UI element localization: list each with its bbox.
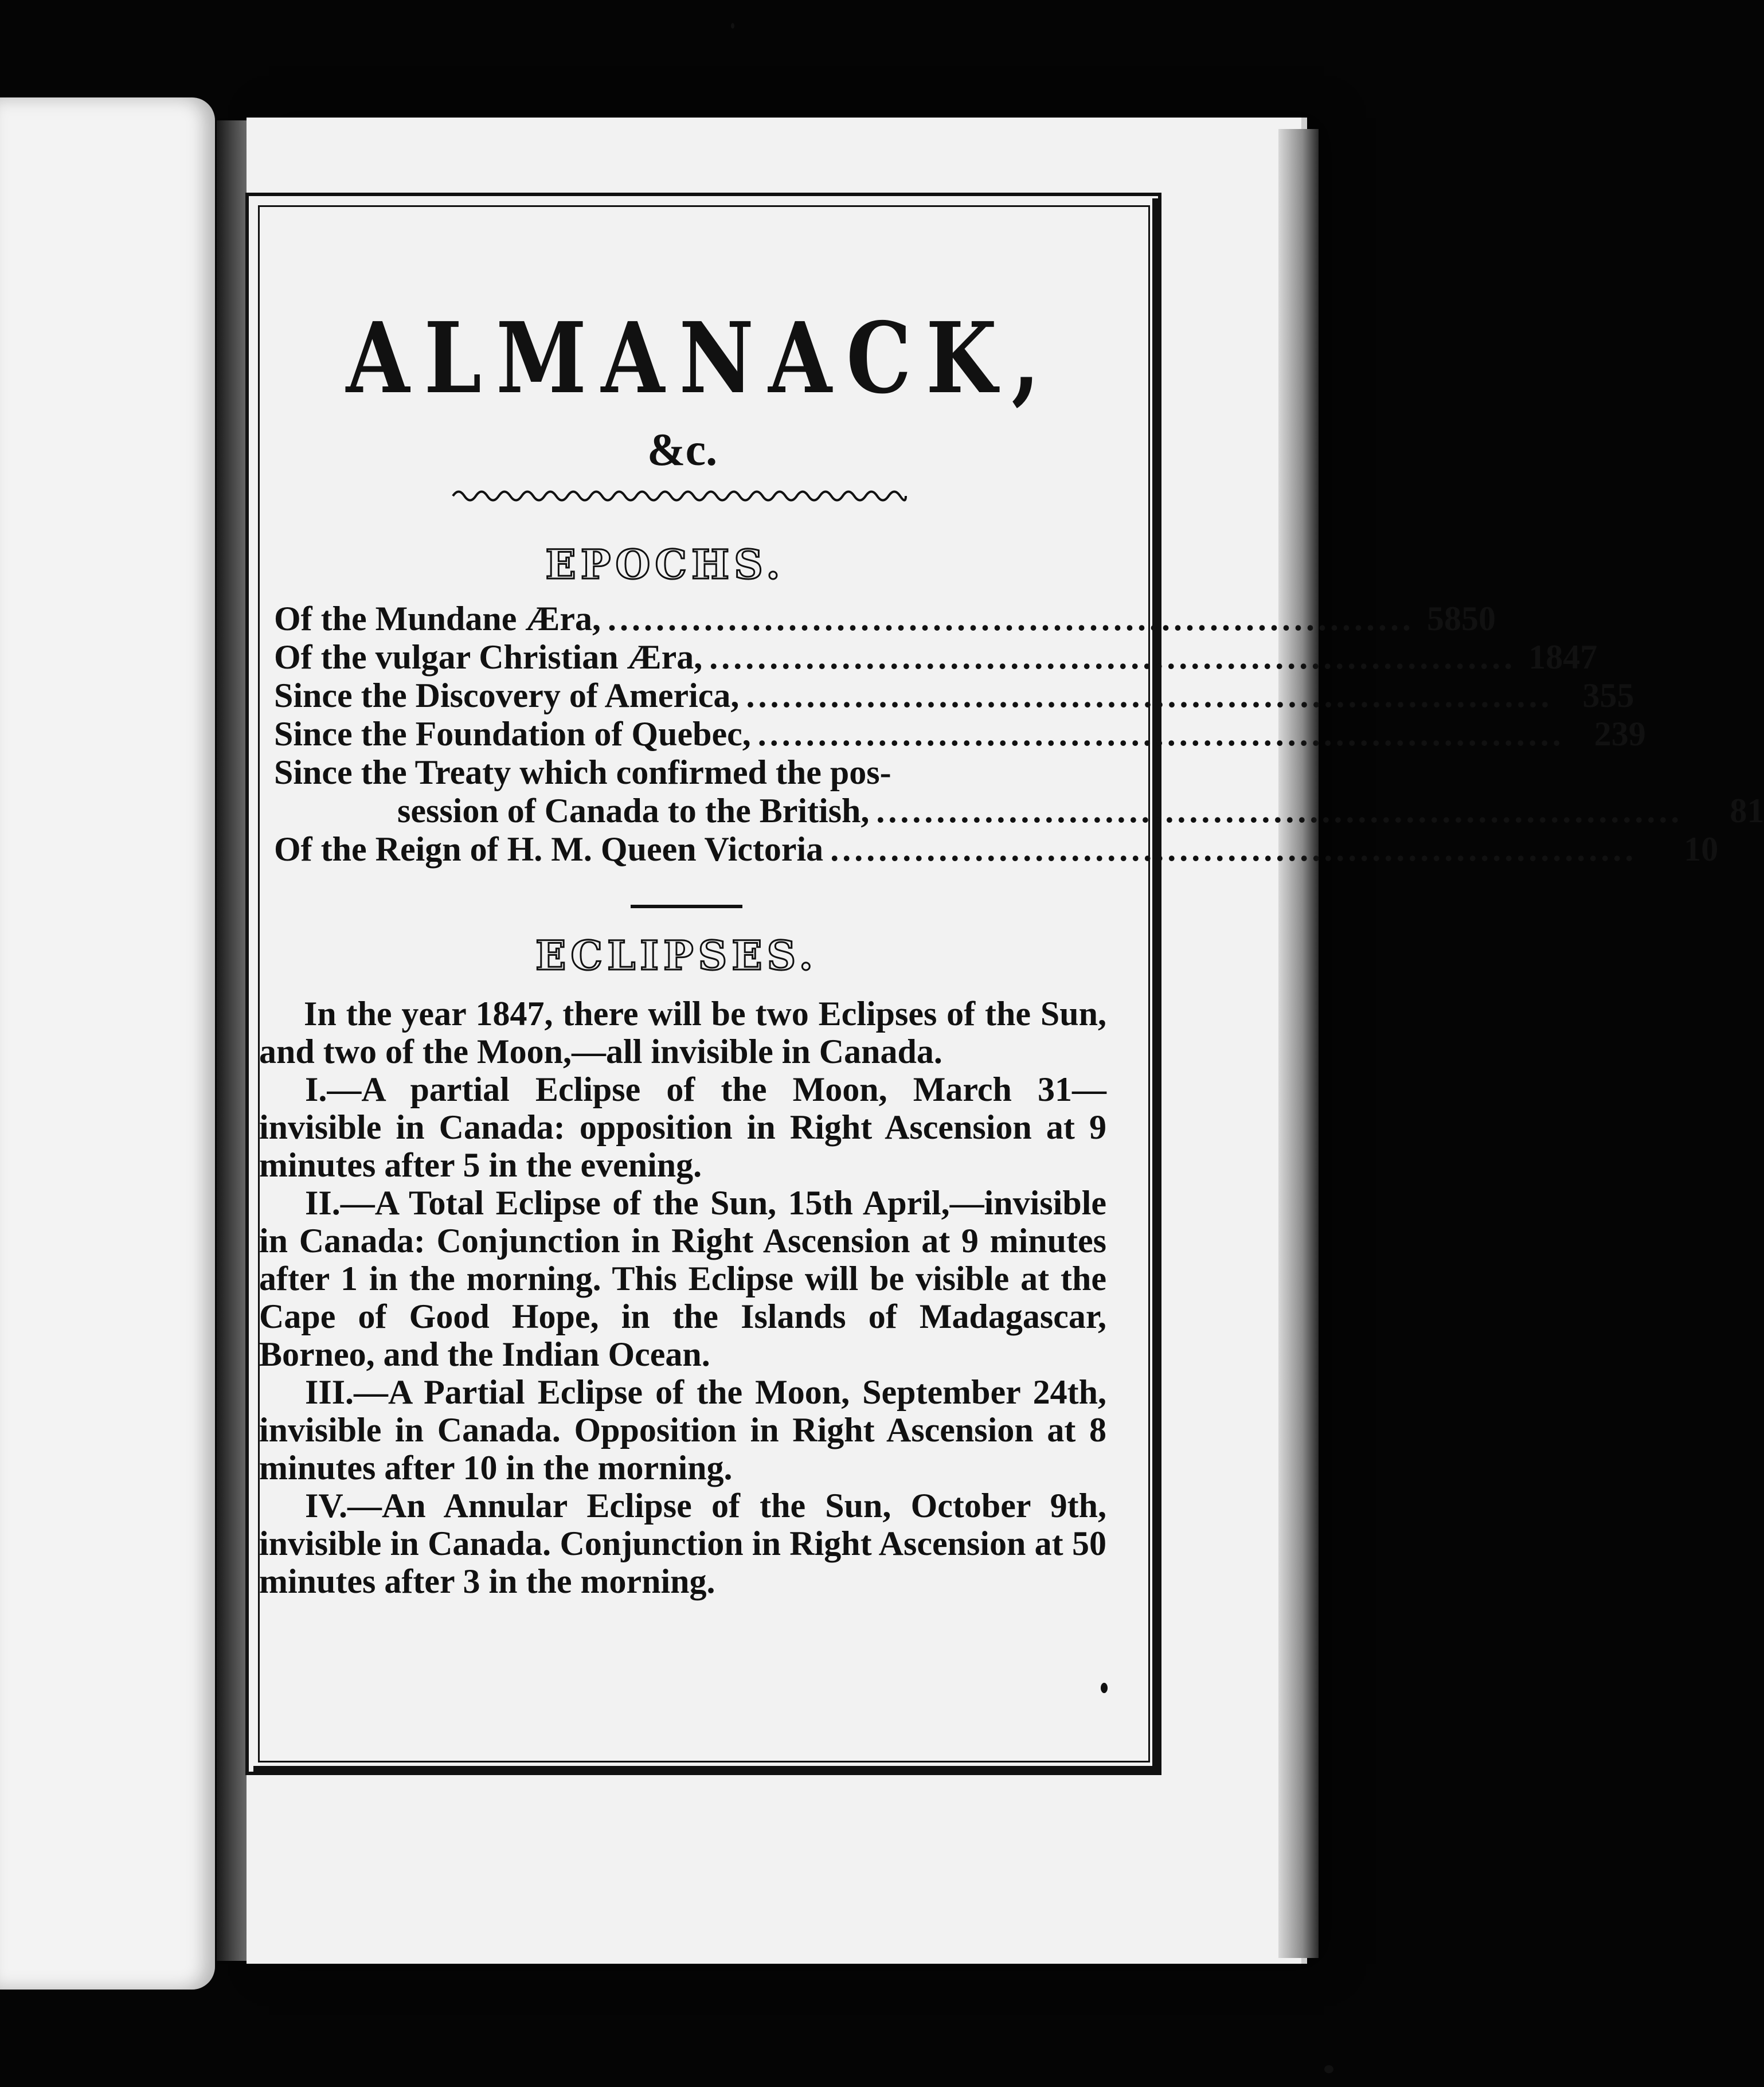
epoch-label: Since the Discovery of America, <box>274 677 740 714</box>
epoch-value: 1847 <box>1528 638 1598 676</box>
page-edge <box>1278 129 1319 1958</box>
epoch-value: 10 <box>1684 830 1719 868</box>
wavy-ornament-rule <box>453 487 906 505</box>
leader-dots: ................................................................... <box>709 638 1516 676</box>
epoch-row-victoria <box>274 830 1719 869</box>
leader-dots: ................................................................... <box>608 600 1414 638</box>
epoch-row-america <box>274 677 1634 715</box>
epoch-value: 355 <box>1582 677 1634 714</box>
epoch-row-mundane <box>274 600 1496 638</box>
epoch-row-treaty <box>274 753 1124 792</box>
eclipses-heading-text: ECLIPSES. <box>535 932 818 979</box>
ink-speck <box>1101 1683 1108 1693</box>
eclipse-paragraph-3: III.—A Partial Eclipse of the Moon, September 24th, invisible in Canada. Opposition in Right Ascension at 8 minutes after 10 in the morning. <box>259 1373 1106 1487</box>
eclipses-body <box>259 995 1106 1600</box>
epoch-label: Since the Foundation of Quebec, <box>274 715 751 753</box>
epoch-value: 239 <box>1594 715 1646 753</box>
epoch-value: 5850 <box>1427 600 1496 638</box>
epochs-heading <box>499 541 831 588</box>
epoch-label-continuation: session of Canada to the British, <box>397 792 870 830</box>
ink-speck <box>731 23 734 29</box>
epoch-row-treaty-continued <box>274 792 1764 830</box>
epoch-value: 81 <box>1730 792 1764 830</box>
epochs-heading-text: EPOCHS. <box>545 541 785 588</box>
leader-dots: ................................................................... <box>830 830 1637 868</box>
epoch-label: Since the Treaty which confirmed the pos- <box>274 753 891 791</box>
ink-speck <box>1324 2065 1333 2073</box>
epoch-row-christian <box>274 638 1598 677</box>
page-title: ALMANACK, <box>346 301 1055 416</box>
eclipse-paragraph-1: I.—A partial Eclipse of the Moon, March 31—invisible in Canada: opposition in Right Ascension at 9 minutes after 5 in the evening. <box>259 1070 1106 1184</box>
eclipse-paragraph-4: IV.—An Annular Eclipse of the Sun, October 9th, invisible in Canada. Conjunction in Right Ascension at 50 minutes after 3 in the morning. <box>259 1487 1106 1600</box>
leader-dots: ................................................................... <box>876 792 1683 830</box>
section-divider <box>631 905 742 908</box>
epoch-label: Of the Reign of H. M. Queen Victoria <box>274 830 824 868</box>
leader-dots: ................................................................... <box>746 677 1553 714</box>
eclipses-intro-paragraph: In the year 1847, there will be two Eclipses of the Sun, and two of the Moon,—all invisible in Canada. <box>259 995 1106 1070</box>
page-subtitle: &c. <box>647 425 718 475</box>
epoch-label: Of the vulgar Christian Æra, <box>274 638 703 676</box>
facing-left-page <box>0 97 215 1990</box>
eclipses-heading <box>516 932 837 979</box>
leader-dots: ................................................................... <box>757 715 1564 753</box>
epoch-label: Of the Mundane Æra, <box>274 600 601 638</box>
epochs-list <box>274 600 1764 869</box>
epoch-row-quebec <box>274 715 1646 753</box>
eclipse-paragraph-2: II.—A Total Eclipse of the Sun, 15th April,—invisible in Canada: Conjunction in Right Ascension at 9 minutes after 1 in the morning. This Eclipse will be visible at the Cape of Good Hope, in the Islands of Madagascar, Borneo, and the Indian Ocean. <box>259 1184 1106 1373</box>
